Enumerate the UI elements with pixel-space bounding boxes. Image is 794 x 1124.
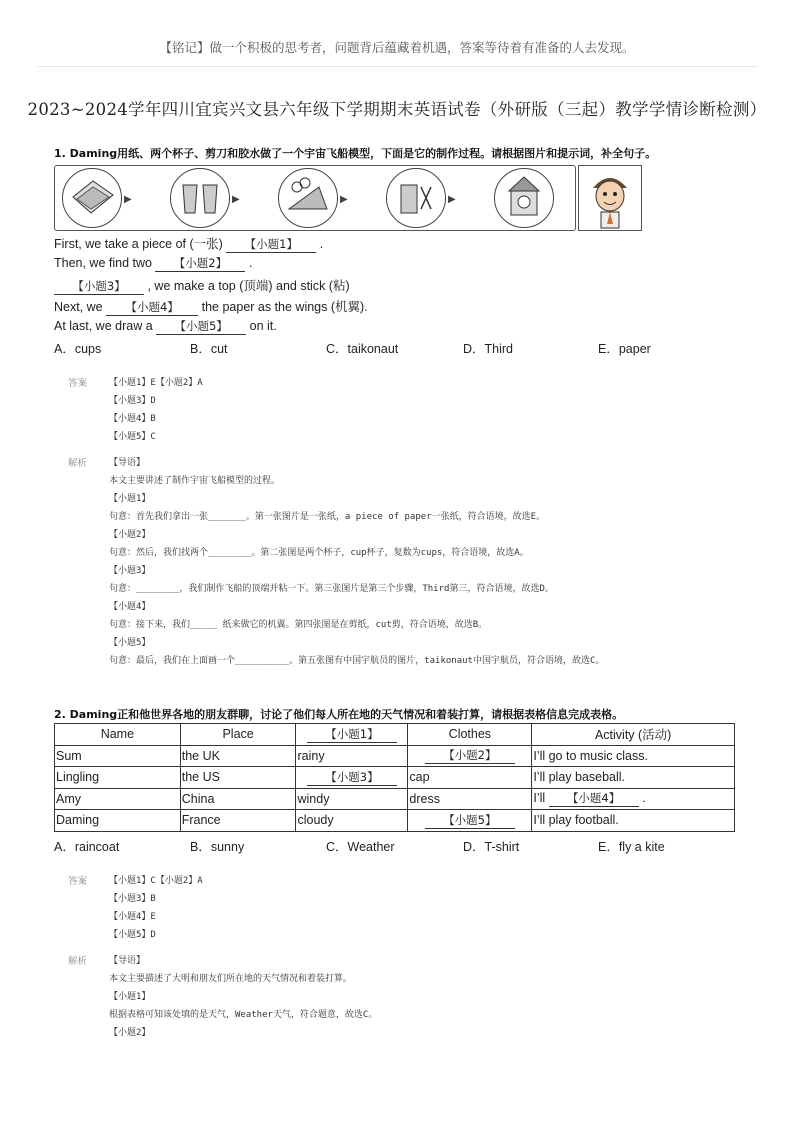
line-text: First, we take a piece of (一张): [54, 237, 223, 251]
option-c[interactable]: C．taikonaut: [326, 342, 399, 356]
q2-heading: 2. Daming正和他世界各地的朋友群聊，讨论了他们每人所在地的天气情况和着装打算，请根据表格信息完成表格。: [54, 708, 624, 721]
cutting-top-image: [278, 168, 338, 228]
table-header-row: [55, 724, 735, 746]
option-e[interactable]: E．fly a kite: [598, 840, 665, 854]
blank-2[interactable]: 【小题2】: [155, 255, 245, 272]
activity-text: I’ll: [533, 791, 546, 806]
analysis-line: 根据表格可知该处填的是天气，Weather天气，符合题意，故选C。: [109, 1010, 378, 1020]
header-place: Place: [180, 724, 296, 746]
table-row: [55, 810, 735, 832]
cell-name: Sum: [55, 745, 181, 767]
motto: 【铭记】做一个积极的思考者，问题背后蕴藏着机遇，答案等待着有准备的人去发现。: [159, 40, 635, 55]
line-text: on it.: [249, 319, 277, 333]
arrow-icon: ▶: [448, 194, 456, 205]
analysis-line: 本文主要描述了大明和朋友们所在地的天气情况和着装打算。: [109, 974, 353, 984]
line-text: .: [319, 237, 324, 251]
option-b[interactable]: B．cut: [190, 342, 228, 356]
analysis-line: 句意：首先我们拿出一张_______。第一张图片是一张纸，a piece of paper一张纸，符合语境，故选E。: [109, 512, 546, 522]
line-text: At last, we draw a: [54, 319, 153, 333]
line-text: the paper as the wings (机翼).: [201, 300, 368, 314]
q1-line-2: [54, 255, 252, 272]
two-cups-image: [170, 168, 230, 228]
blank-1[interactable]: 【小题1】: [307, 726, 397, 743]
answer-line: 【小题4】E: [109, 912, 156, 922]
line-text: Then, we find two: [54, 256, 152, 270]
cell-activity: I’ll play football.: [532, 810, 735, 832]
header-blank-1: [296, 724, 408, 746]
q1-line-1: [54, 234, 323, 253]
analysis-line: 本文主要讲述了制作宇宙飞船模型的过程。: [109, 476, 281, 486]
answer-label: 答案: [68, 876, 88, 887]
answer-line: 【小题4】B: [109, 414, 156, 424]
blank-4[interactable]: 【小题4】: [106, 299, 198, 316]
arrow-icon: ▶: [340, 194, 348, 205]
analysis-line: 【小题3】: [109, 566, 151, 576]
analysis-line: 【小题4】: [109, 602, 151, 612]
line-text: , we make a top (顶端) and stick (粘): [147, 279, 350, 293]
option-a[interactable]: A．cups: [54, 342, 102, 356]
cell-place: France: [180, 810, 296, 832]
answer-line: 【小题1】E【小题2】A: [109, 378, 203, 388]
boy-avatar: [578, 165, 642, 231]
analysis-line: 【导语】: [109, 458, 146, 468]
blank-1[interactable]: 【小题1】: [226, 236, 316, 253]
analysis-label: 解析: [68, 458, 88, 469]
blank-5[interactable]: 【小题5】: [156, 318, 246, 335]
cell-clothes: cap: [408, 767, 532, 789]
header-divider: [38, 66, 758, 67]
option-e[interactable]: E．paper: [598, 342, 651, 356]
cell-place: China: [180, 788, 296, 810]
blank-3[interactable]: 【小题3】: [54, 278, 144, 295]
cutting-paper-image: [386, 168, 446, 228]
option-a[interactable]: A．raincoat: [54, 840, 120, 854]
answer-line: 【小题5】D: [109, 930, 156, 940]
q1-line-4: [54, 297, 368, 316]
analysis-line: 【小题5】: [109, 638, 151, 648]
blank-5[interactable]: 【小题5】: [425, 812, 515, 829]
q1-line-5: [54, 318, 277, 335]
cell-activity: I’ll play baseball.: [532, 767, 735, 789]
analysis-line: 【小题2】: [109, 1028, 151, 1038]
analysis-line: 句意：________，我们制作飞船的顶端并粘一下。第三张图片是第三个步骤，Third第三，符合语境，故选D。: [109, 584, 554, 594]
activity-text: .: [642, 791, 646, 806]
table-row: [55, 788, 735, 810]
cell-name: Daming: [55, 810, 181, 832]
q1-line-3: [54, 276, 350, 295]
answer-line: 【小题5】C: [109, 432, 156, 442]
spaceship-image: [494, 168, 554, 228]
line-text: .: [248, 256, 253, 270]
cell-name: Amy: [55, 788, 181, 810]
analysis-line: 【小题1】: [109, 992, 151, 1002]
analysis-line: 句意：然后，我们找两个________。第二张图是两个杯子，cup杯子，复数为cups，符合语境，故选A。: [109, 548, 529, 558]
answer-label: 答案: [68, 378, 88, 389]
table-row: [55, 745, 735, 767]
cell-weather: rainy: [296, 745, 408, 767]
header-activity: Activity (活动): [532, 724, 735, 746]
cell-activity: [532, 788, 735, 810]
blank-2[interactable]: 【小题2】: [425, 747, 515, 764]
cell-weather: [296, 767, 408, 789]
cell-clothes: dress: [408, 788, 532, 810]
cell-clothes: [408, 745, 532, 767]
option-d[interactable]: D．Third: [463, 342, 514, 356]
page-title: 2023~2024学年四川宜宾兴文县六年级下学期期末英语试卷（外研版（三起）教学学情诊断检测）: [27, 100, 767, 119]
cell-clothes: [408, 810, 532, 832]
blank-3[interactable]: 【小题3】: [307, 769, 397, 786]
cell-place: the UK: [180, 745, 296, 767]
answer-line: 【小题3】D: [109, 396, 156, 406]
analysis-line: 句意：最后，我们在上面画一个__________。第五张图有中国宇航员的图片，taikonaut中国宇航员，符合语境，故选C。: [109, 656, 605, 666]
cell-place: the US: [180, 767, 296, 789]
analysis-line: 【小题2】: [109, 530, 151, 540]
analysis-line: 【小题1】: [109, 494, 151, 504]
cell-activity: I’ll go to music class.: [532, 745, 735, 767]
blank-4[interactable]: 【小题4】: [549, 790, 639, 807]
paper-sheet-image: [62, 168, 122, 228]
table-row: [55, 767, 735, 789]
arrow-icon: ▶: [232, 194, 240, 205]
analysis-label: 解析: [68, 956, 88, 967]
header-clothes: Clothes: [408, 724, 532, 746]
option-c[interactable]: C．Weather: [326, 840, 395, 854]
answer-line: 【小题1】C【小题2】A: [109, 876, 203, 886]
analysis-line: 句意：接下来，我们_____ 纸来做它的机翼。第四张图是在剪纸，cut剪，符合语境，故选B。: [109, 620, 488, 630]
option-b[interactable]: B．sunny: [190, 840, 245, 854]
arrow-icon: ▶: [124, 194, 132, 205]
cell-weather: cloudy: [296, 810, 408, 832]
header-name: Name: [55, 724, 181, 746]
option-d[interactable]: D．T-shirt: [463, 840, 520, 854]
analysis-line: 【导语】: [109, 956, 146, 966]
answer-line: 【小题3】B: [109, 894, 156, 904]
q1-heading: 1. Daming用纸、两个杯子、剪刀和胶水做了一个宇宙飞船模型，下面是它的制作过程。请根据图片和提示词，补全句子。: [54, 147, 657, 160]
cell-name: Lingling: [55, 767, 181, 789]
cell-weather: windy: [296, 788, 408, 810]
q2-table: [54, 723, 735, 832]
line-text: Next, we: [54, 300, 103, 314]
